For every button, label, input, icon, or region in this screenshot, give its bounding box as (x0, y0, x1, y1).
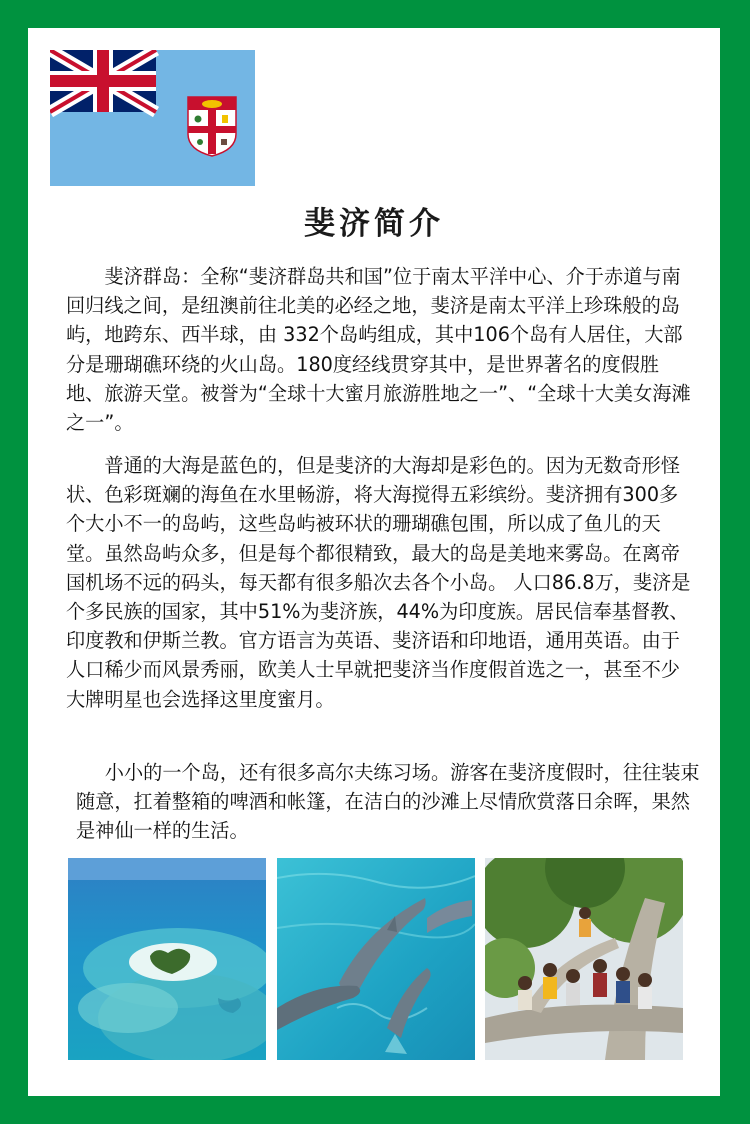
intro-paragraph: 斐济群岛：全称“斐济群岛共和国”位于南太平洋中心、介于赤道与南回归线之间，是纽澳前往北美的必经之地，斐济是南太平洋上珍珠般的岛屿，地跨东、西半球，由 332个岛屿组成，其中106个岛有人居住，大部分是珊瑚礁环绕的火山岛。180度经线贯穿其中，是世界著名的度假胜地、旅游天堂。被誉为“全球十大蜜月旅游胜地之一”、“全球十大美女海滩之一”。 (66, 265, 691, 435)
children-in-tree-photo (485, 858, 683, 1060)
sea-paragraph: 普通的大海是蓝色的，但是斐济的大海却是彩色的。因为无数奇形怪状、色彩斑斓的海鱼在水里畅游，将大海搅得五彩缤纷。斐济拥有300多个大小不一的岛屿，这些岛屿被环状的珊瑚礁包围，所以成了鱼儿的天堂。虽然岛屿众多，但是每个都很精致，最大的岛是美地来雾岛。在离帝国机场不远的码头，每天都有很多船次去各个小岛。 人口86.8万，斐济是个多民族的国家，其中51%为斐济族，44%为印度族。居民信奉基督教、印度教和伊斯兰教。官方语言为英语、斐济语和印地语，通用英语。由于人口稀少而风景秀丽，欧美人士早就把斐济当作度假首选之一，甚至不少大牌明星也会选择这里度蜜月。 (66, 454, 691, 711)
coat-of-arms-icon (188, 97, 236, 156)
union-jack-icon (50, 50, 156, 112)
fiji-flag (50, 50, 255, 186)
page-title: 斐济简介 (304, 206, 444, 242)
dolphins-photo (277, 858, 475, 1060)
golf-paragraph: 小小的一个岛，还有很多高尔夫练习场。游客在斐济度假时，往往装束随意，扛着整箱的啤酒和帐篷，在洁白的沙滩上尽情欣赏落日余晖，果然是神仙一样的生活。 (76, 761, 700, 843)
heart-island-photo (68, 858, 266, 1060)
fiji-flag-graphic (50, 50, 255, 186)
content-panel (28, 28, 720, 1096)
